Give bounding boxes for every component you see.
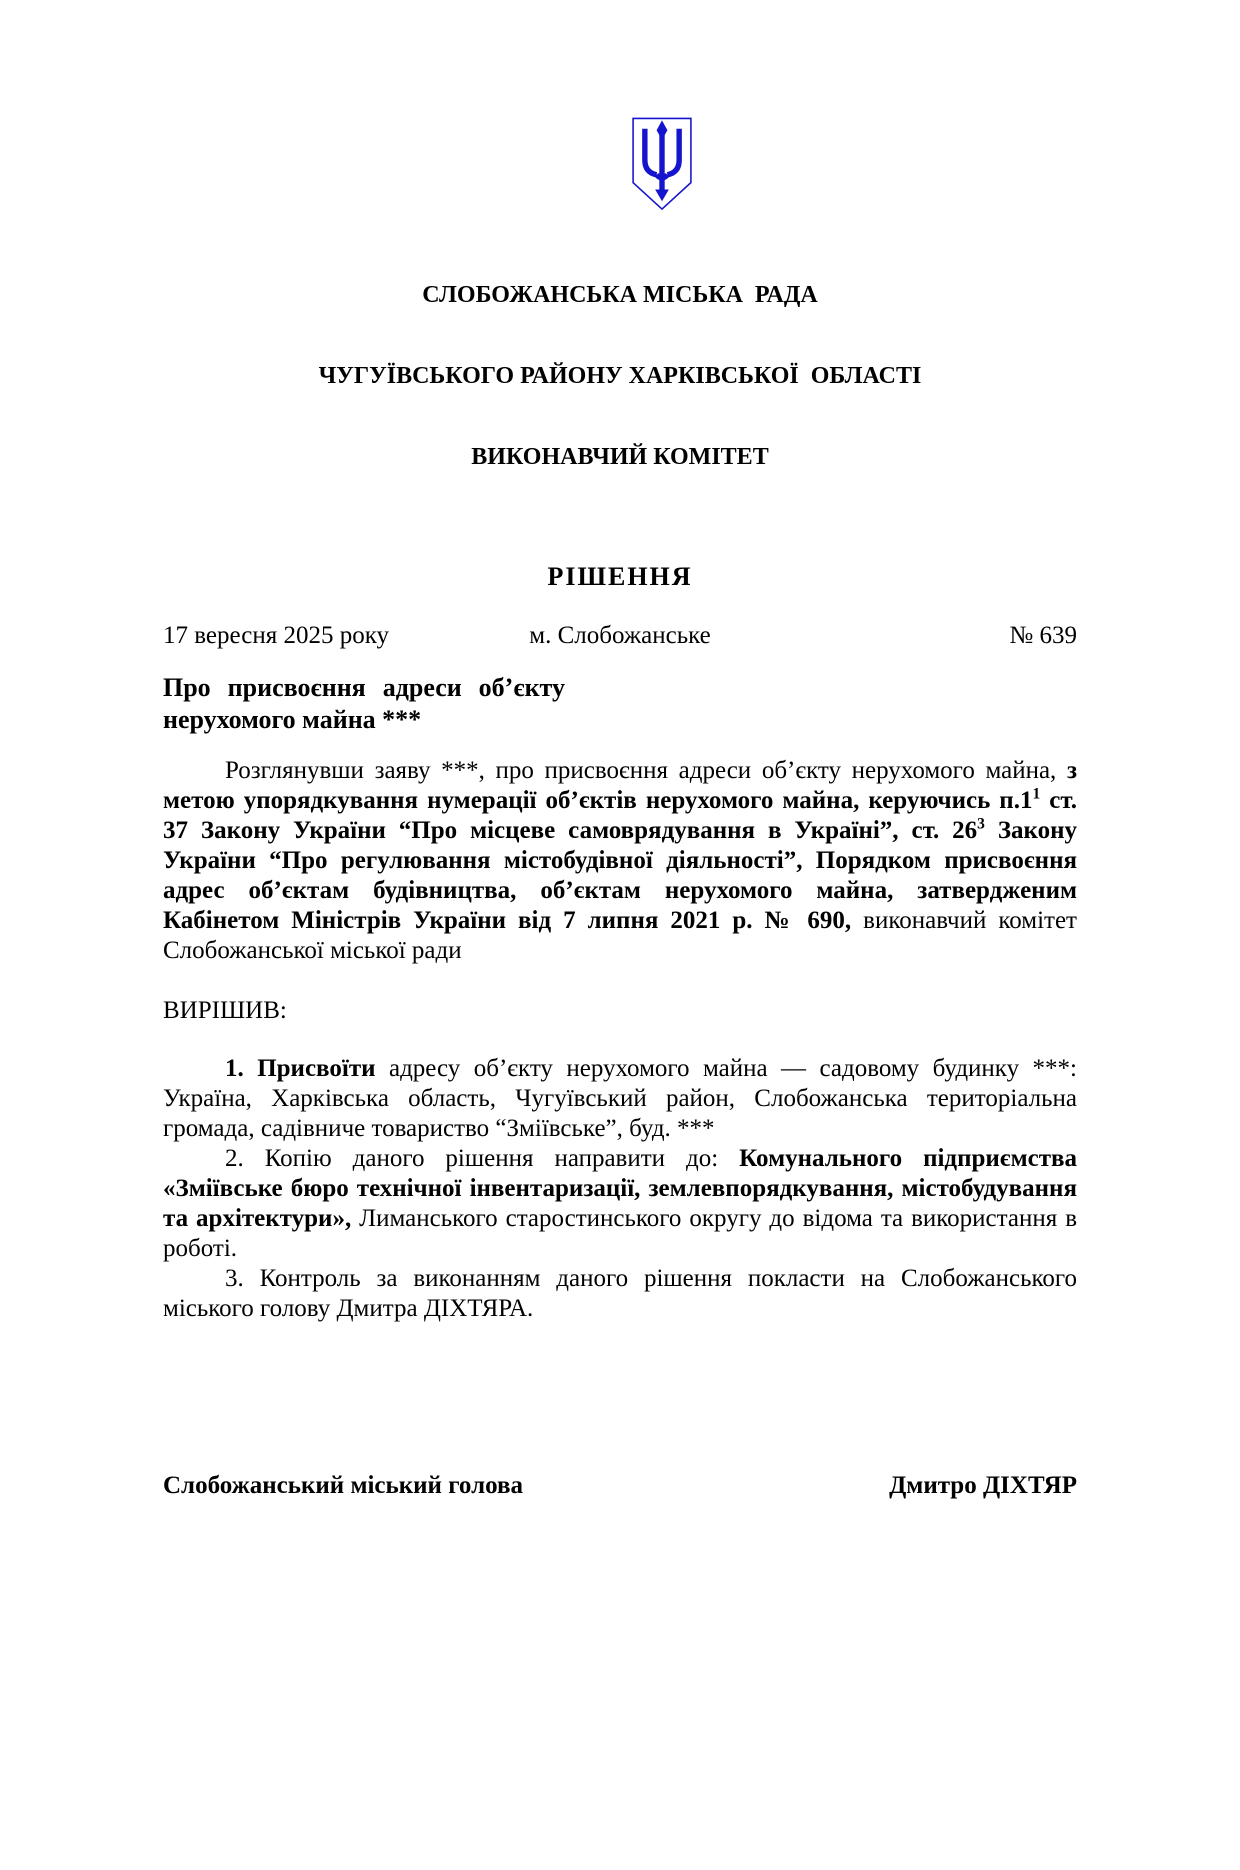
item-segment: адресу об’єкту нерухомого майна — садовому будинку ***: Україна, Харківська область, Чугуївський район, Слобожанська територіальна громада, садівниче товариство “Зміївське”, буд. ***: [163, 1055, 1077, 1142]
decision-item-1: [163, 1054, 1077, 1144]
item-segment: Комунального підприємства «Зміївське бюро технічної інвентаризації, землевпорядкування, містобудування та архітектури»,: [163, 1145, 1077, 1232]
decision-items: [163, 1054, 1077, 1324]
preamble-segment: виконавчий комітет Слобожанської міської ради: [163, 907, 1077, 964]
item-segment: Лиманського старостинського округу до відома та використання в роботі.: [163, 1205, 1077, 1262]
signature-title: Слобожанський міський голова: [163, 1472, 523, 1499]
item-segment: 1. Присвоїти: [225, 1055, 389, 1082]
preamble-superscript: 1: [1032, 785, 1041, 803]
decision-item-3: [163, 1264, 1077, 1324]
org-name-line2: ЧУГУЇВСЬКОГО РАЙОНУ ХАРКІВСЬКОЇ ОБЛАСТІ: [318, 363, 922, 389]
document-place: м. Слобожанське: [529, 622, 711, 649]
document-date: 17 вересня 2025 року: [163, 622, 389, 649]
preamble-segment: з метою упорядкування нумерації об’єктів нерухомого майна, керуючись п.1: [163, 757, 1077, 814]
decision-item-2: [163, 1144, 1077, 1264]
tryzub-coat-of-arms-icon: [627, 116, 697, 214]
document-type-heading: РІШЕННЯ: [547, 562, 693, 591]
preamble-superscript: 3: [977, 815, 985, 833]
item-segment: 3. Контроль за виконанням даного рішення покласти на Слобожанського міського голову Дмитра ДІХТЯРА.: [163, 1265, 1077, 1322]
resolved-label: ВИРІШИВ:: [163, 997, 287, 1024]
preamble-segment: Розглянувши заяву ***, про присвоєння адреси об’єкту нерухомого майна,: [225, 757, 1067, 784]
preamble-segment: Закону України “Про регулювання містобудівної діяльності”, Порядком присвоєння адрес об’єктам будівництва, об’єктам нерухомого майна, затвердженим Кабінетом Міністрів України від 7 липня 2021 р. № 690,: [163, 817, 1077, 934]
item-segment: 2. Копію даного рішення направити до:: [225, 1145, 740, 1172]
org-header: [163, 228, 1077, 525]
meta-row: [163, 621, 1077, 651]
preamble-segment: ст. 37 Закону України “Про місцеве самоврядування в Україні”, ст. 26: [163, 787, 1077, 844]
org-name-line1: СЛОБОЖАНСЬКА МІСЬКА РАДА: [422, 282, 818, 308]
signature-row: [163, 1471, 1077, 1501]
subject-line2: нерухомого майна ***: [163, 705, 422, 734]
preamble-paragraph: [163, 756, 1077, 966]
decision-document-page: [0, 116, 1240, 1870]
subject-block: [163, 672, 1077, 736]
signature-name: Дмитро ДІХТЯР: [889, 1472, 1077, 1499]
document-number: № 639: [1009, 622, 1077, 649]
org-name-line3: ВИКОНАВЧИЙ КОМІТЕТ: [471, 444, 769, 470]
subject-line1: Про присвоєння адреси об’єкту: [163, 673, 565, 702]
